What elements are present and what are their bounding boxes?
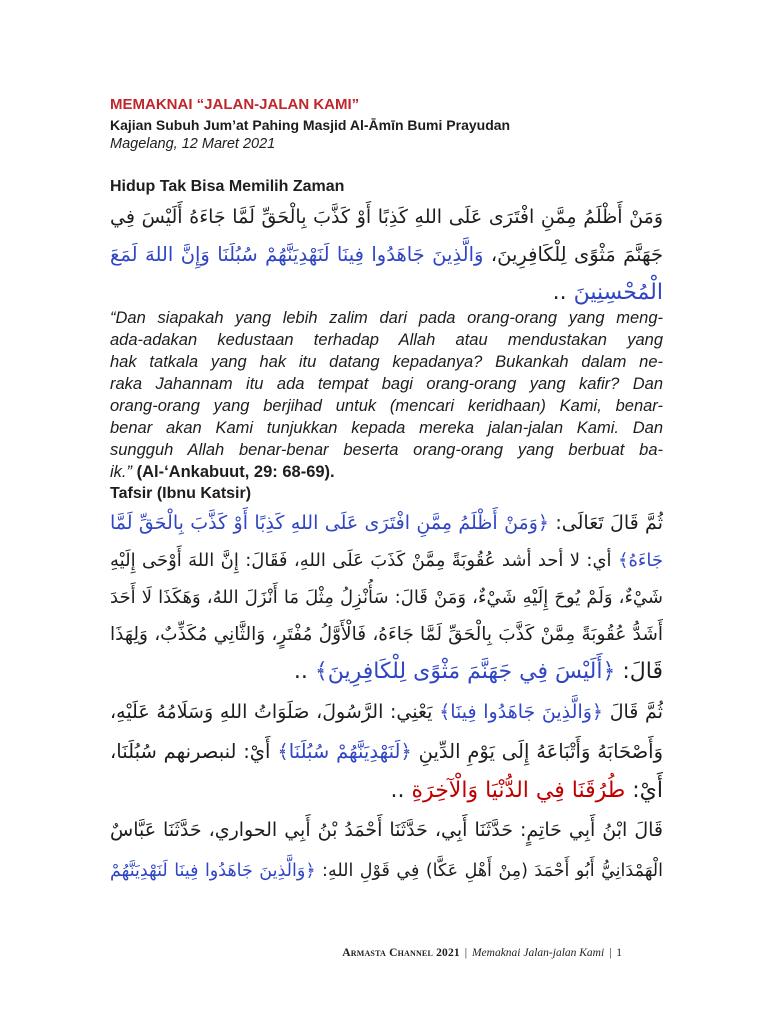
arabic-text: شَيْءٌ، وَلَمْ يُوحَ إِلَيْهِ شَيْءٌ، وَمَنْ قَالَ: سَأُنْزِلُ مِثْلَ مَا أَنْزَلَ اللهُ، وَهَكَذَا لَا أَحَدَ — [110, 587, 663, 608]
quran-text: ﴿أَلَيْسَ فِي جَهَنَّمَ مَثْوًى لِلْكَافِرِينَ﴾ — [314, 659, 616, 684]
arabic-text: ثُمَّ قَالَ — [603, 701, 663, 723]
translation-line: orang-orang yang berjihad untuk (mencari keridhaan) Kami, benar- — [110, 397, 663, 415]
quran-text: ﴿وَمَنْ أَظْلَمُ مِمَّنِ افْتَرَى عَلَى اللهِ كَذِبًا أَوْ كَذَّبَ بِالْحَقِّ لَمَّا — [110, 512, 550, 534]
tafsir-line — [110, 732, 663, 771]
translation-line: raka Jahannam itu ada tempat bagi orang-orang yang kafir? Dan — [110, 375, 663, 393]
tafsir-line — [110, 693, 663, 732]
arabic-text: وَأَصْحَابَهُ وَأَتْبَاعَهُ إِلَى يَوْمِ الدِّينِ — [411, 740, 663, 763]
ellipsis-text: .. — [293, 659, 315, 684]
translation-line: hak tatkala yang hak itu datang kepadanya? Bukankah dalam ne- — [110, 353, 663, 371]
section-heading: Hidup Tak Bisa Memilih Zaman — [110, 178, 345, 195]
translation-line: “Dan siapakah yang lebih zalim dari pada orang-orang yang meng- — [110, 309, 663, 327]
arabic-text: قَالَ: — [615, 659, 663, 684]
tafsir-paragraph — [110, 693, 663, 810]
verse-line — [110, 198, 663, 236]
tafsir-line — [110, 616, 663, 653]
footer-separator: | — [464, 947, 468, 959]
tafsir-paragraph — [110, 810, 663, 892]
tafsir-line — [110, 771, 663, 810]
arabic-text: يَعْنِي: الرَّسُولَ، صَلَوَاتُ اللهِ وَسَلَامُهُ عَلَيْهِ، — [110, 701, 440, 723]
tafsir-line — [110, 505, 663, 542]
translation-end: ik.” — [110, 463, 132, 481]
section-heading: Tafsir (Ibnu Katsir) — [110, 485, 252, 502]
translation-line: sungguh Allah benar-benar beserta orang-orang yang berbuat ba- — [110, 441, 663, 459]
page-number: 1 — [616, 947, 622, 959]
arabic-text: أي: لا أحد أشد عُقُوبَةً مِمَّنْ كَذَبَ عَلَى اللهِ، فَقَالَ: إِنَّ اللهَ أَوْحَى إِلَيْهِ — [110, 550, 618, 571]
translation-line: ada-adakan kedustaan terhadap Allah atau mendustakan yang — [110, 331, 663, 349]
tafsir-line — [110, 810, 663, 851]
quran-text: وَالَّذِينَ جَاهَدُوا فِينَا لَنَهْدِيَنَّهُمْ سُبُلَنَا وَإِنَّ اللهَ لَمَعَ — [110, 243, 484, 266]
verse-translation — [110, 307, 663, 483]
arabic-text: الْهَمْدَانِيُّ أَبُو أَحْمَدَ (مِنْ أَهْلِ عَكَّا) فِي قَوْلِ اللهِ: — [315, 861, 663, 881]
place-date: Magelang, 12 Maret 2021 — [110, 136, 276, 152]
verse-line — [110, 236, 663, 274]
page-footer — [342, 945, 622, 961]
quran-text: الْمُحْسِنِينَ — [573, 280, 663, 305]
footer-separator: | — [609, 947, 612, 959]
tafsir-line — [110, 851, 663, 892]
arabic-text: وَمَنْ أَظْلَمُ مِمَّنِ افْتَرَى عَلَى اللهِ كَذِبًا أَوْ كَذَّبَ بِالْحَقِّ لَمَّا جَاءَهُ أَلَيْسَ فِي — [110, 206, 663, 228]
document-title: MEMAKNAI “JALAN-JALAN KAMI” — [110, 96, 360, 113]
arabic-text: أَيْ: — [625, 778, 663, 803]
translation-line: benar akan Kami tunjukkan kepada mereka jalan-jalan Kami. Dan — [110, 419, 663, 437]
document-subtitle: Kajian Subuh Jum’at Pahing Masjid Al-Āmīn Bumi Prayudan — [110, 117, 511, 133]
tafsir-line — [110, 653, 663, 690]
tafsir-paragraph — [110, 505, 663, 690]
quran-text: ﴿وَالَّذِينَ جَاهَدُوا فِينَا﴾ — [439, 701, 604, 723]
tafsir-line — [110, 542, 663, 579]
translation-line — [110, 461, 663, 483]
arabic-text: ثُمَّ قَالَ تَعَالَى: — [549, 512, 663, 534]
ellipsis-text: .. — [390, 778, 412, 803]
arabic-text: قَالَ ابْنُ أَبِي حَاتِمٍ: حَدَّثَنَا أَبِي، حَدَّثَنَا أَحْمَدُ بْنُ أَبِي الحواري، حَدَّثَنَا عَبَّاسٌ — [110, 819, 663, 841]
quran-text: ﴿وَالَّذِينَ جَاهَدُوا فِينَا لَنَهْدِيَنَّهُمْ — [110, 861, 316, 881]
arabic-text: جَهَنَّمَ مَثْوًى لِلْكَافِرِينَ، — [483, 243, 663, 266]
quran-verse — [110, 198, 663, 312]
arabic-text: أَشَدُّ عُقُوبَةً مِمَّنْ كَذَّبَ بِالْحَقِّ لَمَّا جَاءَهُ، فَالْأَوَّلُ مُفْتَرٍ، وَالثَّانِي مُكَذِّبٌ، وَلِهَذَا — [110, 624, 663, 645]
tafsir-line — [110, 579, 663, 616]
ellipsis-text: .. — [552, 280, 574, 305]
quran-text: ﴿لَنَهْدِيَنَّهُمْ سُبُلَنَا﴾ — [277, 740, 412, 763]
quran-text: جَاءَهُ﴾ — [617, 550, 663, 571]
verse-citation: (Al-‘Ankabuut, 29: 68-69). — [136, 463, 335, 481]
footer-channel: Armasta Channel 2021 — [342, 947, 460, 959]
highlighted-text: طُرُقَنَا فِي الدُّنْيَا وَالْآخِرَةِ — [411, 778, 626, 803]
footer-document-title: Memaknai Jalan-jalan Kami — [471, 947, 605, 959]
arabic-text: أَيْ: لنبصرنهم سُبُلَنَا، — [110, 740, 278, 763]
